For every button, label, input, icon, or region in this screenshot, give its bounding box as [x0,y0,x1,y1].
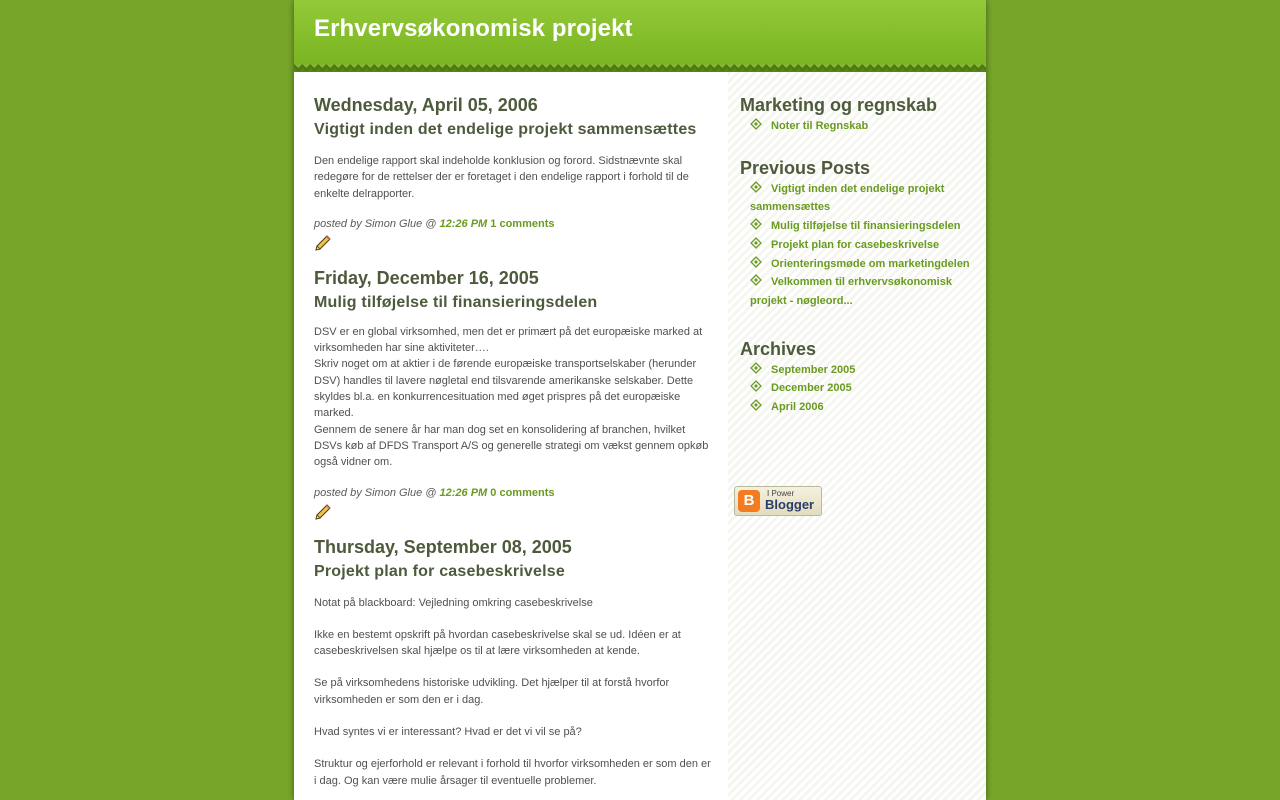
list-item[interactable] [750,255,980,274]
post-author: posted by Simon Glue @ [314,486,437,499]
post-paragraph: Den endelige rapport skal indeholde konklusion og forord. Sidstnævnte skal redegøre for de rettelser der er foretaget i den endelige rapport i forhold til de enkelte delrapporter. [314,155,689,200]
edit-pencil-icon[interactable] [314,234,332,252]
header-zigzag-border [294,64,986,72]
post [314,266,714,521]
diamond-bullet-icon [750,274,762,286]
list-item[interactable] [750,273,980,310]
post-timestamp-link[interactable]: 12:26 PM [439,217,488,230]
previous-post-link[interactable]: Vigtigt inden det endelige projekt sammensættes [750,182,945,214]
list-item[interactable] [750,361,980,380]
post-paragraph: DSV er en global virksomhed, men det er primært på det europæiske marked at virksomheden har sine aktiviteter…. [314,325,703,355]
post-title: Vigtigt inden det endelige projekt sammensættes [314,121,697,138]
previous-post-link[interactable]: Orienteringsmøde om marketingdelen [771,257,970,270]
post-comments-link[interactable]: 0 comments [490,486,555,499]
list-item[interactable] [750,180,980,217]
list-item[interactable] [750,379,980,398]
post-comments-link[interactable]: 1 comments [490,217,555,230]
post-paragraph: Hvad syntes vi er interessant? Hvad er det vi vil se på? [314,726,582,739]
blog-header [294,0,986,64]
post-paragraph: Notat på blackboard: Vejledning omkring casebeskrivelse [314,596,593,609]
blog-title[interactable]: Erhvervsøkonomisk projekt [314,15,633,42]
diamond-bullet-icon [750,399,762,411]
sidebar-heading-previous-posts: Previous Posts [740,157,871,178]
post-date: Thursday, September 08, 2005 [314,536,572,557]
diamond-bullet-icon [750,181,762,193]
archive-link[interactable]: December 2005 [771,382,852,395]
previous-posts-list [740,180,980,311]
sidebar-heading-archives: Archives [740,338,817,359]
post-timestamp-link[interactable]: 12:26 PM [439,486,488,499]
previous-post-link[interactable]: Mulig tilføjelse til finansieringsdelen [771,220,961,233]
post-date: Wednesday, April 05, 2006 [314,95,538,115]
post [314,93,714,252]
post-author: posted by Simon Glue @ [314,217,437,230]
powered-by-blogger-badge[interactable] [734,486,822,516]
post-paragraph: Gennem de senere år har man dog set en konsolidering af branchen, hvilket DSVs køb af DFDS Transport A/S og generelle strategi om vækst gennem opkøb også vidner om. [314,423,709,469]
post-title: Mulig tilføjelse til finansieringsdelen [314,293,598,311]
post-footer [314,216,714,232]
edit-pencil-icon[interactable] [314,503,332,521]
diamond-bullet-icon [750,118,762,130]
post-paragraph: Skriv noget om at aktier i de førende europæiske transportselskaber (herunder DSV) handles til lavere nøgletal end tilsvarende amerikanske selskaber. Dette skyldes bl.a. en konkurrencesituation med øget prispres på det europæiske marked. [314,358,697,420]
post-paragraph: Ikke en bestemt opskrift på hvordan casebeskrivelse skal se ud. Idéen er at casebeskrivelsen skal hjælpe os til at lære virksomheden at kende. [314,628,681,658]
blog-page [294,0,986,800]
archive-link[interactable]: September 2005 [771,363,856,376]
post-body [314,595,714,789]
post-paragraph: Se på virksomhedens historiske udvikling. Det hjælper til at forstå hvorfor virksomheden er som den er i dag. [314,677,670,706]
badge-big-text: Blogger [765,497,815,512]
list-item[interactable] [750,398,980,417]
post-footer [314,485,714,501]
main-column [314,93,714,789]
post-body [314,153,714,202]
archives-list [740,361,980,417]
list-item[interactable] [750,217,980,236]
badge-small-text: I Power [767,489,795,498]
sidebar-links-list [740,117,980,136]
previous-post-link[interactable]: Projekt plan for casebeskrivelse [771,238,940,251]
post-title: Projekt plan for casebeskrivelse [314,562,565,580]
post-body [314,324,714,471]
diamond-bullet-icon [750,380,762,392]
diamond-bullet-icon [750,362,762,374]
list-item[interactable] [750,117,980,136]
diamond-bullet-icon [750,237,762,249]
sidebar [728,72,986,800]
sidebar-link[interactable]: Noter til Regnskab [771,120,869,132]
previous-post-link[interactable]: Velkommen til erhvervsøkonomisk projekt - nøgleord... [750,276,952,307]
diamond-bullet-icon [750,218,762,230]
post-paragraph: Struktur og ejerforhold er relevant i forhold til hvorfor virksomheden er som den er i dag. Og kan være mulie årsager til eventuelle problemer. [314,758,711,787]
blogger-logo-icon: B [738,490,760,512]
list-item[interactable] [750,236,980,255]
sidebar-content [740,93,980,417]
post-date: Friday, December 16, 2005 [314,267,539,288]
diamond-bullet-icon [750,256,762,268]
sidebar-heading-links: Marketing og regnskab [740,95,938,115]
post [314,535,714,789]
archive-link[interactable]: April 2006 [771,401,824,414]
